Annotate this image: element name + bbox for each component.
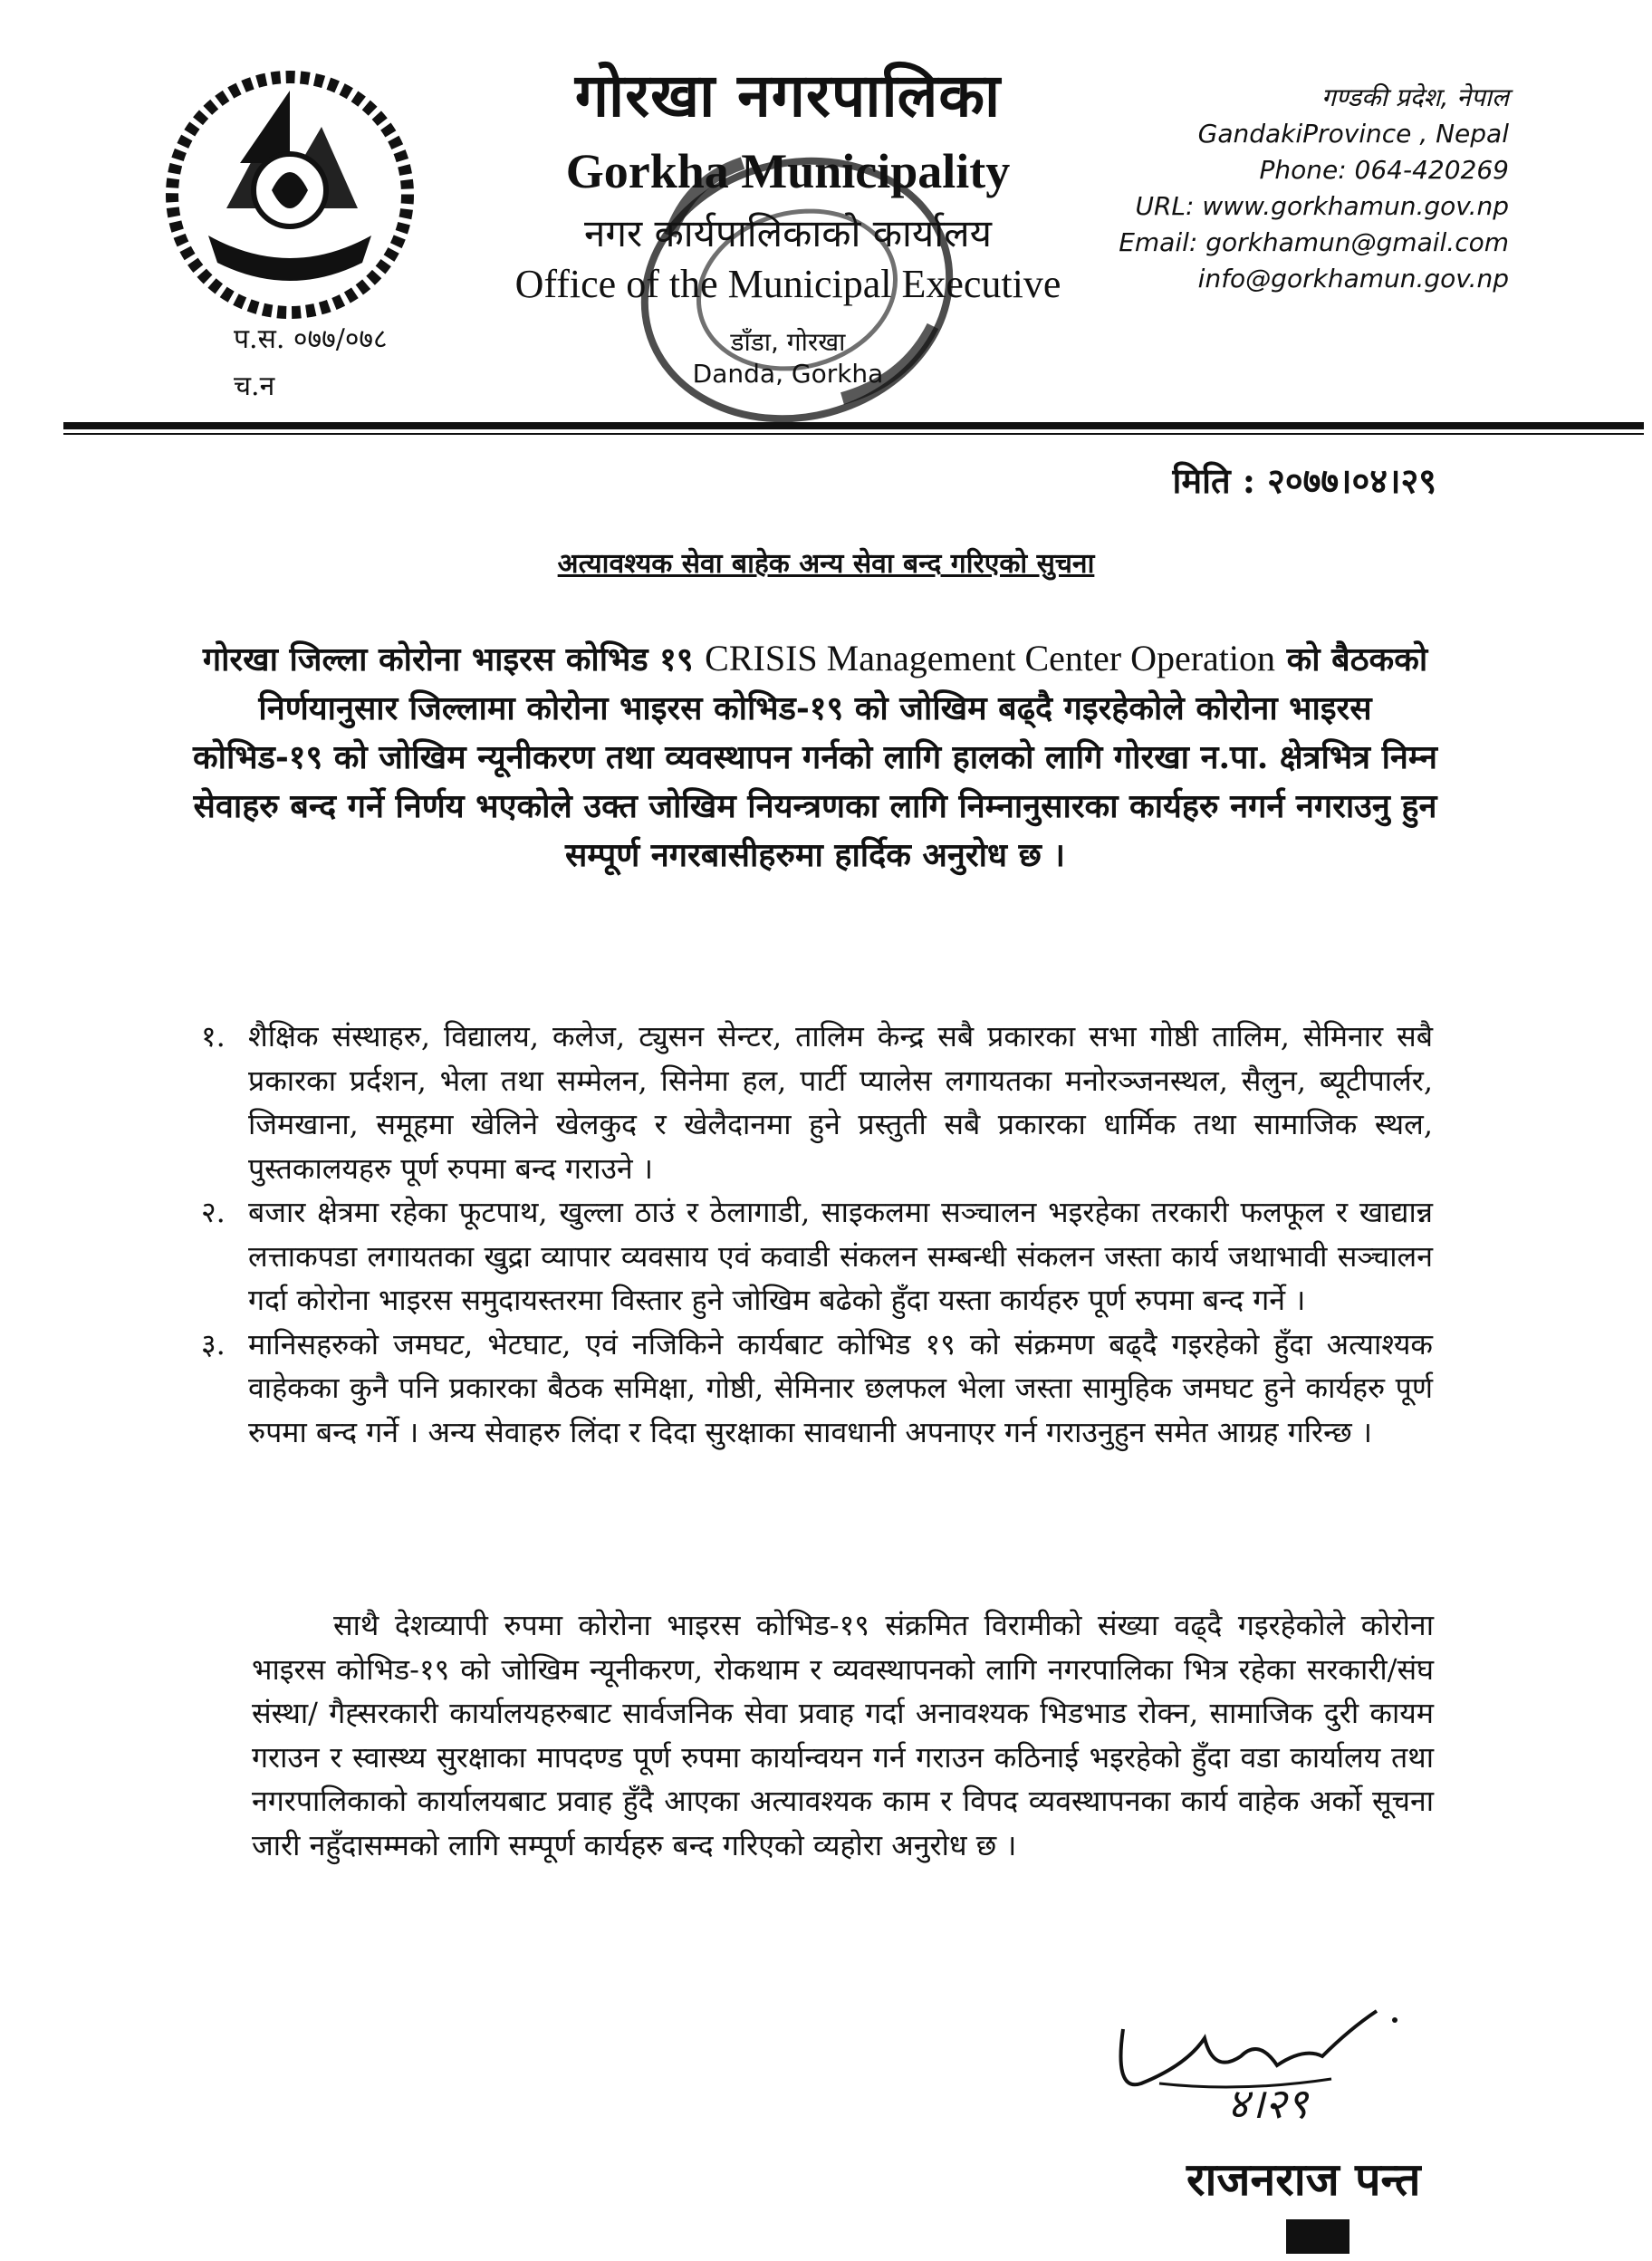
intro-latin: CRISIS Management Center Operation	[705, 638, 1276, 678]
org-name-nepali: गोरखा नगरपालिका	[574, 60, 1002, 130]
list-item	[201, 1323, 1433, 1455]
contact-block	[1002, 80, 1509, 297]
phone-number: Phone: 064-420269	[1259, 155, 1509, 185]
office-name-english: Office of the Municipal Executive	[514, 262, 1061, 306]
closing-paragraph: साथै देशव्यापी रुपमा कोरोना भाइरस कोभिड-१९ संक्रमित विरामीको संख्या वढ्दै गइरहेकोले कोरोना भाइरस कोभिड-१९ को जोखिम न्यूनीकरण, रोकथाम र व्यवस्थापनको लागि नगरपालिका भित्र रहेका सरकारी/संघ संस्था/ गैह्सरकारी कार्यालयहरुबाट सार्वजनिक सेवा प्रवाह गर्दा अनावश्यक भिडभाड रोक्न, सामाजिक दुरी कायम गराउन र स्वास्थ्य सुरक्षाका मापदण्ड पूर्ण रुपमा कार्यान्वयन गर्न गराउन कठिनाई भइरहेको हुँदा वडा कार्यालय तथा नगरपालिकाको कार्यालयबाट प्रवाह हुँदै आएका अत्यावश्यक काम र विपद व्यवस्थापनका कार्य वाहेक अर्को सूचना जारी नहुँदासम्मको लागि सम्पूर्ण कार्यहरु बन्द गरिएको व्यहोरा अनुरोध छ ।	[252, 1608, 1434, 1862]
email-secondary: info@gorkhamun.gov.np	[1197, 264, 1509, 293]
province-nepali: गण्डकी प्रदेश, नेपाल	[1321, 82, 1509, 112]
header-divider-thin	[63, 433, 1644, 435]
signatory-name: राजनराज पन्त	[1186, 2153, 1421, 2206]
org-name-english: Gorkha Municipality	[565, 144, 1011, 198]
office-name-nepali: नगर कार्यपालिकाको कार्यालय	[584, 211, 992, 255]
intro-paragraph	[190, 634, 1440, 880]
list-item-text: मानिसहरुको जमघट, भेटघाट, एवं नजिकिने कार्यबाट कोभिड १९ को संक्रमण बढ्दै गइरहेको हुँदा अत्याश्यक वाहेकका कुनै पनि प्रकारका बैठक समिक्षा, गोष्ठी, सेमिनार छलफल भेला जस्ता सामुहिक जमघट हुने कार्यहरु पूर्ण रुपमा बन्द गर्ने । अन्य सेवाहरु लिंदा र दिदा सुरक्षाका सावधानी अपनाएर गर्न गराउनुहुन समेत आग्रह गरिन्छ ।	[248, 1326, 1433, 1449]
notice-subject: अत्यावश्यक सेवा बाहेक अन्य सेवा बन्द गरिएको सुचना	[557, 548, 1095, 580]
list-item-number: १.	[201, 1019, 226, 1054]
letter-date: मिति : २०७७।०४।२९	[1172, 460, 1436, 501]
intro-part-1: गोरखा जिल्ला कोरोना भाइरस कोभिड १९	[202, 640, 694, 678]
reference-number: प.स. ०७७/०७८	[234, 323, 388, 355]
province-english: GandakiProvince , Nepal	[1197, 119, 1509, 149]
nepal-emblem-icon	[154, 54, 426, 326]
signature-date: ४।२९	[1227, 2079, 1309, 2128]
list-item-number: २.	[201, 1195, 226, 1229]
website-url: URL: www.gorkhamun.gov.np	[1135, 191, 1509, 221]
list-item	[201, 1190, 1433, 1323]
stamp-mark	[1286, 2219, 1349, 2254]
list-item-number: ३.	[201, 1326, 226, 1361]
header-divider	[63, 422, 1644, 429]
address-nepali: डाँडा, गोरखा	[730, 327, 846, 357]
list-item-text: बजार क्षेत्रमा रहेका फूटपाथ, खुल्ला ठाउं र ठेलागाडी, साइकलमा सञ्चालन भइरहेका तरकारी फलफूल र खाद्यान्न लत्ताकपडा लगायतका खुद्रा व्यापार व्यवसाय एवं कवाडी संकलन सम्बन्धी संकलन जस्ता कार्य जथाभावी सञ्चालन गर्दा कोरोना भाइरस समुदायस्तरमा विस्तार हुने जोखिम बढेको हुँदा यस्ता कार्यहरु पूर्ण रुपमा बन्द गर्ने ।	[248, 1195, 1433, 1317]
list-item-text: शैक्षिक संस्थाहरु, विद्यालय, कलेज, ट्युसन सेन्टर, तालिम केन्द्र सबै प्रकारका सभा गोष्ठी तालिम, सेमिनार सबै प्रकारका प्रर्दशन, भेला तथा सम्मेलन, सिनेमा हल, पार्टी प्यालेस लगायतका मनोरञ्जनस्थल, सैलुन, ब्यूटीपार्लर, जिमखाना, समूहमा खेलिने खेलकुद र खेलैदानमा हुने प्रस्तुती सबै प्रकारका धार्मिक तथा सामाजिक स्थल, पुस्तकालयहरु पूर्ण रुपमा बन्द गराउने ।	[248, 1019, 1433, 1186]
address-english: Danda, Gorkha	[692, 359, 884, 389]
intro-part-2: को बैठकको निर्णयानुसार जिल्लामा कोरोना भाइरस कोभिड-१९ को जोखिम बढ्दै गइरहेकोले कोरोना भाइरस कोभिड-१९ को जोखिम न्यूनीकरण तथा व्यवस्थापन गर्नको लागि हालको लागि गोरखा न.पा. क्षेत्रभित्र निम्न सेवाहरु बन्द गर्ने निर्णय भएकोले उक्त जोखिम नियन्त्रणका लागि निम्नानुसारका कार्यहरु नगर्न नगराउनु हुन सम्पूर्ण नगरबासीहरुमा हार्दिक अनुरोध छ ।	[193, 640, 1437, 874]
dispatch-number: च.न	[234, 370, 275, 402]
office-seal-icon	[616, 127, 978, 435]
email-primary: Email: gorkhamun@gmail.com	[1119, 227, 1509, 257]
directive-list	[201, 1015, 1433, 1454]
list-item	[201, 1015, 1433, 1190]
